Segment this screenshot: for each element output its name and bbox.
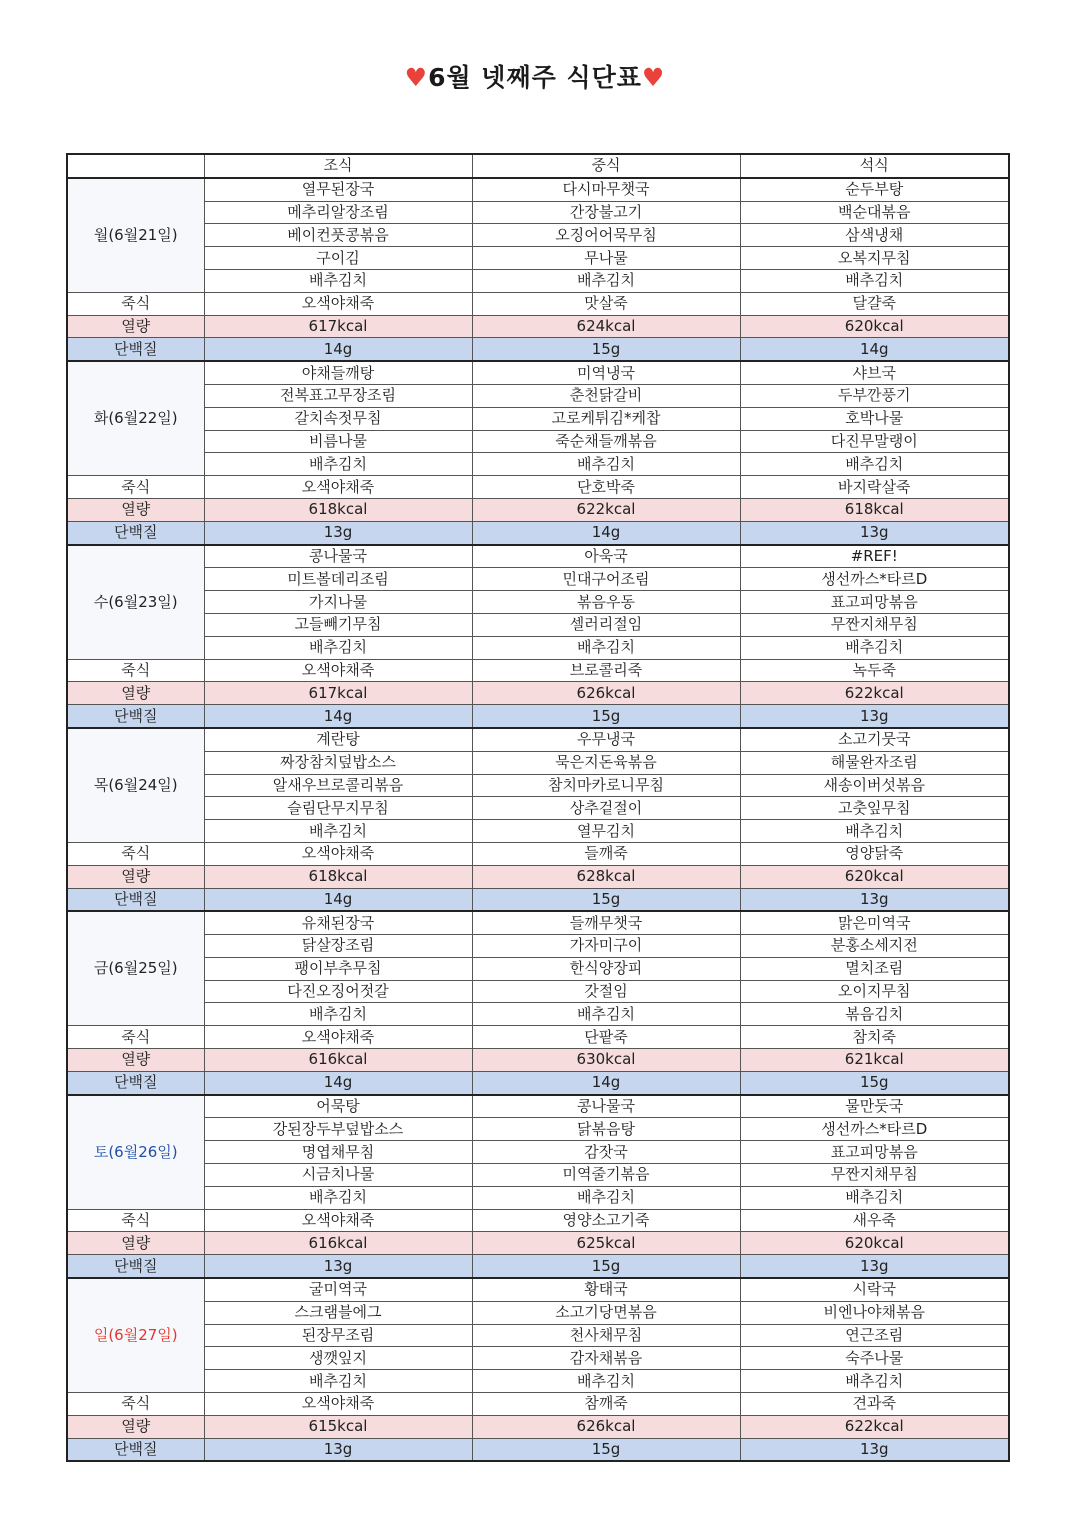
- dinner-dish: 연근조림: [740, 1324, 1009, 1347]
- lunch-protein: 15g: [472, 888, 740, 911]
- protein-row: [67, 1071, 1009, 1094]
- dish-row: [67, 384, 1009, 407]
- lunch-dish: 상추겉절이: [472, 797, 740, 820]
- protein-label: 단백질: [67, 705, 204, 728]
- lunch-dish: 콩나물국: [472, 1095, 740, 1118]
- breakfast-porridge: 오색야채죽: [204, 476, 472, 499]
- dinner-dish: 백순대볶음: [740, 201, 1009, 224]
- lunch-protein: 14g: [472, 1071, 740, 1094]
- heart-icon: ♥: [404, 63, 429, 92]
- dish-row: [67, 545, 1009, 568]
- day-label: 일(6월27일): [67, 1278, 204, 1392]
- dinner-dish: 두부깐풍기: [740, 384, 1009, 407]
- breakfast-protein: 14g: [204, 705, 472, 728]
- dish-row: [67, 269, 1009, 292]
- breakfast-dish: 다진오징어젓갈: [204, 980, 472, 1003]
- dish-row: [67, 178, 1009, 201]
- day-label: 수(6월23일): [67, 545, 204, 659]
- dinner-calories: 620kcal: [740, 865, 1009, 888]
- calories-label: 열량: [67, 498, 204, 521]
- breakfast-dish: 유채된장국: [204, 911, 472, 934]
- lunch-protein: 15g: [472, 1255, 740, 1278]
- lunch-calories: 626kcal: [472, 1415, 740, 1438]
- porridge-label: 죽식: [67, 1393, 204, 1416]
- breakfast-dish: 슬림단무지무침: [204, 797, 472, 820]
- lunch-dish: 감자채볶음: [472, 1347, 740, 1370]
- protein-row: [67, 521, 1009, 544]
- lunch-porridge: 단호박죽: [472, 476, 740, 499]
- breakfast-dish: 베이컨풋콩볶음: [204, 224, 472, 247]
- calories-row: [67, 1049, 1009, 1072]
- dinner-dish: 생선까스*타르D: [740, 1118, 1009, 1141]
- dish-row: [67, 1347, 1009, 1370]
- breakfast-calories: 616kcal: [204, 1049, 472, 1072]
- protein-label: 단백질: [67, 521, 204, 544]
- dinner-dish: 배추김치: [740, 453, 1009, 476]
- dish-row: [67, 224, 1009, 247]
- dinner-dish: 멸치조림: [740, 957, 1009, 980]
- dinner-dish: 배추김치: [740, 820, 1009, 843]
- lunch-dish: 다시마무챗국: [472, 178, 740, 201]
- breakfast-porridge: 오색야채죽: [204, 1026, 472, 1049]
- dinner-dish: 생선까스*타르D: [740, 568, 1009, 591]
- dish-row: [67, 980, 1009, 1003]
- lunch-dish: 고로케튀김*케찹: [472, 407, 740, 430]
- breakfast-protein: 14g: [204, 338, 472, 361]
- day-label: 화(6월22일): [67, 361, 204, 475]
- dinner-dish: 순두부탕: [740, 178, 1009, 201]
- dinner-dish: 오이지무침: [740, 980, 1009, 1003]
- dish-row: [67, 751, 1009, 774]
- calories-label: 열량: [67, 315, 204, 338]
- lunch-dish: 아욱국: [472, 545, 740, 568]
- breakfast-protein: 14g: [204, 1071, 472, 1094]
- dinner-porridge: 달걀죽: [740, 292, 1009, 315]
- breakfast-protein: 13g: [204, 1255, 472, 1278]
- porridge-row: [67, 659, 1009, 682]
- calories-row: [67, 315, 1009, 338]
- header-breakfast: 조식: [204, 154, 472, 178]
- breakfast-dish: 야채들깨탕: [204, 361, 472, 384]
- breakfast-dish: 미트볼데리조림: [204, 568, 472, 591]
- calories-row: [67, 865, 1009, 888]
- breakfast-dish: 닭살장조림: [204, 935, 472, 958]
- dinner-dish: 다진무말랭이: [740, 430, 1009, 453]
- calories-row: [67, 498, 1009, 521]
- breakfast-dish: 구이김: [204, 247, 472, 270]
- dinner-calories: 618kcal: [740, 498, 1009, 521]
- breakfast-dish: 굴미역국: [204, 1278, 472, 1301]
- protein-row: [67, 338, 1009, 361]
- calories-label: 열량: [67, 1232, 204, 1255]
- lunch-protein: 15g: [472, 338, 740, 361]
- lunch-dish: 배추김치: [472, 636, 740, 659]
- breakfast-dish: 배추김치: [204, 820, 472, 843]
- lunch-dish: 간장불고기: [472, 201, 740, 224]
- dinner-dish: 오복지무침: [740, 247, 1009, 270]
- protein-row: [67, 888, 1009, 911]
- lunch-dish: 오징어어묵무침: [472, 224, 740, 247]
- header-dinner: 석식: [740, 154, 1009, 178]
- dinner-protein: 14g: [740, 338, 1009, 361]
- dinner-dish: 볶음김치: [740, 1003, 1009, 1026]
- dinner-dish: 호박나물: [740, 407, 1009, 430]
- breakfast-protein: 13g: [204, 521, 472, 544]
- dinner-dish: 배추김치: [740, 1186, 1009, 1209]
- dish-row: [67, 1301, 1009, 1324]
- calories-label: 열량: [67, 1049, 204, 1072]
- breakfast-dish: 고들빼기무침: [204, 613, 472, 636]
- dish-row: [67, 1141, 1009, 1164]
- dish-row: [67, 430, 1009, 453]
- lunch-porridge: 브로콜리죽: [472, 659, 740, 682]
- porridge-label: 죽식: [67, 476, 204, 499]
- lunch-dish: 갓절임: [472, 980, 740, 1003]
- breakfast-dish: 생깻잎지: [204, 1347, 472, 1370]
- breakfast-calories: 618kcal: [204, 865, 472, 888]
- protein-label: 단백질: [67, 888, 204, 911]
- dish-row: [67, 407, 1009, 430]
- lunch-dish: 황태국: [472, 1278, 740, 1301]
- dinner-dish: 배추김치: [740, 636, 1009, 659]
- lunch-dish: 들깨무챗국: [472, 911, 740, 934]
- lunch-dish: 배추김치: [472, 269, 740, 292]
- dish-row: [67, 1278, 1009, 1301]
- dinner-dish: 비엔나야채볶음: [740, 1301, 1009, 1324]
- dinner-protein: 15g: [740, 1071, 1009, 1094]
- header-corner: [67, 154, 204, 178]
- breakfast-dish: 갈치속젓무침: [204, 407, 472, 430]
- heart-icon: ♥: [641, 63, 666, 92]
- breakfast-porridge: 오색야채죽: [204, 292, 472, 315]
- calories-row: [67, 1232, 1009, 1255]
- lunch-porridge: 들깨죽: [472, 842, 740, 865]
- breakfast-dish: 배추김치: [204, 453, 472, 476]
- dinner-dish: 샤브국: [740, 361, 1009, 384]
- dinner-dish: 배추김치: [740, 269, 1009, 292]
- breakfast-porridge: 오색야채죽: [204, 659, 472, 682]
- dinner-porridge: 녹두죽: [740, 659, 1009, 682]
- breakfast-dish: 알새우브로콜리볶음: [204, 774, 472, 797]
- dish-row: [67, 613, 1009, 636]
- protein-label: 단백질: [67, 1255, 204, 1278]
- dish-row: [67, 728, 1009, 751]
- protein-row: [67, 1255, 1009, 1278]
- dinner-protein: 13g: [740, 521, 1009, 544]
- lunch-dish: 볶음우동: [472, 591, 740, 614]
- breakfast-dish: 배추김치: [204, 1370, 472, 1393]
- lunch-calories: 628kcal: [472, 865, 740, 888]
- dinner-dish: 무짠지채무침: [740, 613, 1009, 636]
- breakfast-porridge: 오색야채죽: [204, 842, 472, 865]
- porridge-row: [67, 842, 1009, 865]
- dish-row: [67, 361, 1009, 384]
- breakfast-dish: 가지나물: [204, 591, 472, 614]
- porridge-row: [67, 292, 1009, 315]
- lunch-protein: 15g: [472, 705, 740, 728]
- porridge-label: 죽식: [67, 1026, 204, 1049]
- dinner-protein: 13g: [740, 705, 1009, 728]
- breakfast-dish: 짜장참치덮밥소스: [204, 751, 472, 774]
- lunch-porridge: 맛살죽: [472, 292, 740, 315]
- breakfast-porridge: 오색야채죽: [204, 1209, 472, 1232]
- breakfast-dish: 배추김치: [204, 636, 472, 659]
- breakfast-calories: 617kcal: [204, 682, 472, 705]
- lunch-dish: 미역줄기볶음: [472, 1164, 740, 1187]
- lunch-dish: 가자미구이: [472, 935, 740, 958]
- lunch-dish: 천사채무침: [472, 1324, 740, 1347]
- dish-row: [67, 636, 1009, 659]
- breakfast-calories: 616kcal: [204, 1232, 472, 1255]
- calories-label: 열량: [67, 865, 204, 888]
- day-label: 금(6월25일): [67, 911, 204, 1025]
- dish-row: [67, 911, 1009, 934]
- porridge-row: [67, 1393, 1009, 1416]
- porridge-label: 죽식: [67, 292, 204, 315]
- lunch-dish: 배추김치: [472, 453, 740, 476]
- lunch-calories: 624kcal: [472, 315, 740, 338]
- dinner-dish: 맑은미역국: [740, 911, 1009, 934]
- breakfast-dish: 배추김치: [204, 269, 472, 292]
- breakfast-calories: 618kcal: [204, 498, 472, 521]
- dinner-dish: 표고피망볶음: [740, 591, 1009, 614]
- lunch-dish: 열무김치: [472, 820, 740, 843]
- breakfast-dish: 스크램블에그: [204, 1301, 472, 1324]
- dish-row: [67, 1003, 1009, 1026]
- protein-label: 단백질: [67, 1438, 204, 1461]
- protein-row: [67, 1438, 1009, 1461]
- breakfast-dish: 배추김치: [204, 1003, 472, 1026]
- lunch-calories: 622kcal: [472, 498, 740, 521]
- dish-row: [67, 568, 1009, 591]
- breakfast-protein: 14g: [204, 888, 472, 911]
- lunch-calories: 625kcal: [472, 1232, 740, 1255]
- page-title: [0, 58, 1070, 94]
- dish-row: [67, 201, 1009, 224]
- dinner-porridge: 영양닭죽: [740, 842, 1009, 865]
- calories-row: [67, 1415, 1009, 1438]
- title-text: 6월 넷째주 식단표: [428, 63, 642, 92]
- dinner-calories: 622kcal: [740, 1415, 1009, 1438]
- dinner-porridge: 참치죽: [740, 1026, 1009, 1049]
- dinner-porridge: 바지락살죽: [740, 476, 1009, 499]
- lunch-dish: 우무냉국: [472, 728, 740, 751]
- dinner-porridge: 새우죽: [740, 1209, 1009, 1232]
- breakfast-protein: 13g: [204, 1438, 472, 1461]
- dish-row: [67, 820, 1009, 843]
- dish-row: [67, 453, 1009, 476]
- dinner-dish: 삼색냉채: [740, 224, 1009, 247]
- breakfast-dish: 명엽채무침: [204, 1141, 472, 1164]
- table-header-row: [67, 154, 1009, 178]
- dish-row: [67, 957, 1009, 980]
- dinner-calories: 620kcal: [740, 1232, 1009, 1255]
- lunch-dish: 배추김치: [472, 1186, 740, 1209]
- dinner-dish: 무짠지채무침: [740, 1164, 1009, 1187]
- dinner-dish: 소고기뭇국: [740, 728, 1009, 751]
- dish-row: [67, 1118, 1009, 1141]
- protein-label: 단백질: [67, 338, 204, 361]
- lunch-protein: 15g: [472, 1438, 740, 1461]
- dinner-porridge: 견과죽: [740, 1393, 1009, 1416]
- dish-row: [67, 1370, 1009, 1393]
- porridge-row: [67, 1026, 1009, 1049]
- day-label: 목(6월24일): [67, 728, 204, 842]
- lunch-porridge: 단팥죽: [472, 1026, 740, 1049]
- dish-row: [67, 1095, 1009, 1118]
- dinner-calories: 621kcal: [740, 1049, 1009, 1072]
- porridge-label: 죽식: [67, 659, 204, 682]
- meal-plan-table: [66, 153, 1010, 1462]
- breakfast-dish: 전복표고무장조림: [204, 384, 472, 407]
- dinner-dish: #REF!: [740, 545, 1009, 568]
- lunch-calories: 630kcal: [472, 1049, 740, 1072]
- protein-row: [67, 705, 1009, 728]
- dish-row: [67, 774, 1009, 797]
- lunch-protein: 14g: [472, 521, 740, 544]
- lunch-porridge: 영양소고기죽: [472, 1209, 740, 1232]
- header-lunch: 중식: [472, 154, 740, 178]
- dish-row: [67, 591, 1009, 614]
- breakfast-dish: 메추리알장조림: [204, 201, 472, 224]
- lunch-dish: 죽순채들깨볶음: [472, 430, 740, 453]
- dinner-dish: 배추김치: [740, 1370, 1009, 1393]
- porridge-row: [67, 1209, 1009, 1232]
- calories-label: 열량: [67, 682, 204, 705]
- lunch-dish: 소고기당면볶음: [472, 1301, 740, 1324]
- breakfast-dish: 열무된장국: [204, 178, 472, 201]
- protein-label: 단백질: [67, 1071, 204, 1094]
- day-label: 토(6월26일): [67, 1095, 204, 1209]
- dinner-dish: 해물완자조림: [740, 751, 1009, 774]
- breakfast-dish: 팽이부추무침: [204, 957, 472, 980]
- dinner-calories: 622kcal: [740, 682, 1009, 705]
- dinner-dish: 고춧잎무침: [740, 797, 1009, 820]
- table-body: [67, 178, 1009, 1462]
- lunch-calories: 626kcal: [472, 682, 740, 705]
- lunch-porridge: 참깨죽: [472, 1393, 740, 1416]
- lunch-dish: 춘천닭갈비: [472, 384, 740, 407]
- dinner-dish: 표고피망볶음: [740, 1141, 1009, 1164]
- dish-row: [67, 797, 1009, 820]
- lunch-dish: 한식양장피: [472, 957, 740, 980]
- lunch-dish: 배추김치: [472, 1370, 740, 1393]
- lunch-dish: 배추김치: [472, 1003, 740, 1026]
- dinner-protein: 13g: [740, 888, 1009, 911]
- day-label: 월(6월21일): [67, 178, 204, 292]
- dinner-dish: 시락국: [740, 1278, 1009, 1301]
- lunch-dish: 묵은지돈육볶음: [472, 751, 740, 774]
- breakfast-dish: 된장무조림: [204, 1324, 472, 1347]
- breakfast-dish: 계란탕: [204, 728, 472, 751]
- breakfast-dish: 콩나물국: [204, 545, 472, 568]
- lunch-dish: 무나물: [472, 247, 740, 270]
- dinner-dish: 분홍소세지전: [740, 935, 1009, 958]
- lunch-dish: 닭볶음탕: [472, 1118, 740, 1141]
- dinner-calories: 620kcal: [740, 315, 1009, 338]
- porridge-row: [67, 476, 1009, 499]
- dish-row: [67, 935, 1009, 958]
- dinner-protein: 13g: [740, 1255, 1009, 1278]
- dinner-dish: 물만둣국: [740, 1095, 1009, 1118]
- breakfast-dish: 강된장두부덮밥소스: [204, 1118, 472, 1141]
- dish-row: [67, 1164, 1009, 1187]
- lunch-dish: 감잣국: [472, 1141, 740, 1164]
- dish-row: [67, 247, 1009, 270]
- breakfast-dish: 어묵탕: [204, 1095, 472, 1118]
- dinner-dish: 숙주나물: [740, 1347, 1009, 1370]
- breakfast-dish: 비름나물: [204, 430, 472, 453]
- dinner-protein: 13g: [740, 1438, 1009, 1461]
- dinner-dish: 새송이버섯볶음: [740, 774, 1009, 797]
- lunch-dish: 민대구어조림: [472, 568, 740, 591]
- dish-row: [67, 1186, 1009, 1209]
- breakfast-dish: 시금치나물: [204, 1164, 472, 1187]
- lunch-dish: 참치마카로니무침: [472, 774, 740, 797]
- calories-label: 열량: [67, 1415, 204, 1438]
- breakfast-porridge: 오색야채죽: [204, 1393, 472, 1416]
- porridge-label: 죽식: [67, 1209, 204, 1232]
- breakfast-calories: 617kcal: [204, 315, 472, 338]
- dish-row: [67, 1324, 1009, 1347]
- calories-row: [67, 682, 1009, 705]
- lunch-dish: 셀러리절임: [472, 613, 740, 636]
- breakfast-dish: 배추김치: [204, 1186, 472, 1209]
- lunch-dish: 미역냉국: [472, 361, 740, 384]
- porridge-label: 죽식: [67, 842, 204, 865]
- breakfast-calories: 615kcal: [204, 1415, 472, 1438]
